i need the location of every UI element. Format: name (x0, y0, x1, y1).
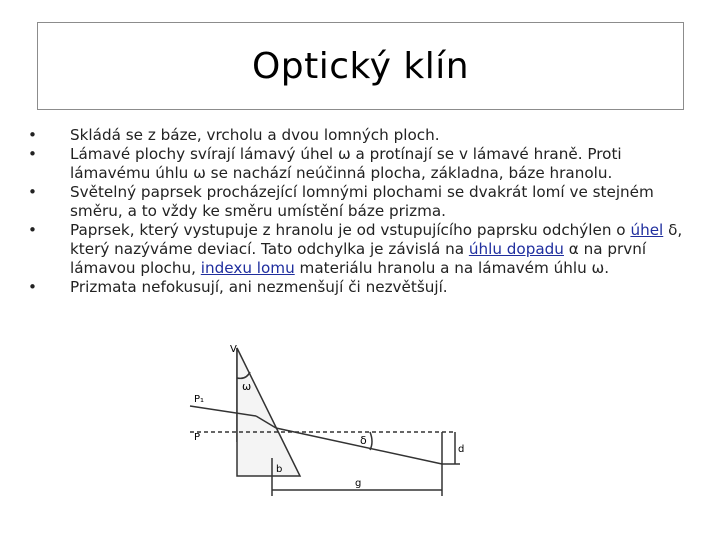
label-d: d (458, 444, 465, 455)
bullet-list (28, 126, 698, 297)
label-g: g (355, 478, 362, 489)
outgoing-ray (276, 428, 442, 464)
bullet-text: Skládá se z báze, vrcholu a dvou lomných ploch. (70, 126, 440, 144)
bullet-text-part: Paprsek, který vystupuje z hranolu je od vstupujícího paprsku odchýlen o (70, 221, 631, 239)
label-v: V (230, 344, 237, 355)
bullet-text: Světelný paprsek procházející lomnými plochami se dvakrát lomí ve stejném směru, a to vždy ke směru umístění báze prizma. (70, 183, 654, 220)
bullet-text-part: materiálu hranolu a na lámavém úhlu ω. (294, 259, 610, 277)
link-uhlu-dopadu[interactable]: úhlu dopadu (468, 240, 564, 258)
bullet-dot: • (28, 221, 37, 239)
prism-diagram (180, 338, 480, 518)
prism-triangle (237, 348, 300, 476)
label-b: b (276, 464, 283, 475)
delta-arc (370, 432, 372, 450)
bullet-text: Prizmata nefokusují, ani nezmenšují či nezvětšují. (70, 278, 448, 296)
bullet-item (28, 126, 698, 145)
bullet-dot: • (28, 183, 37, 201)
bullet-dot: • (28, 145, 37, 163)
link-uhel[interactable]: úhel (630, 221, 664, 239)
bullet-dot: • (28, 278, 37, 296)
label-delta: δ (360, 434, 367, 447)
bullet-item (28, 278, 698, 297)
bullet-item (28, 183, 698, 221)
bullet-item (28, 145, 698, 183)
label-omega: ω (242, 380, 252, 393)
bullet-text-part: α na první lámavou plochu, (70, 240, 647, 277)
label-p1: P₁ (194, 394, 205, 405)
title-box (37, 22, 684, 110)
label-p: P (194, 432, 201, 443)
bullet-item (28, 221, 698, 278)
bullet-dot: • (28, 126, 37, 144)
slide-title: Optický klín (251, 45, 470, 87)
link-indexu-lomu[interactable]: indexu lomu (200, 259, 295, 277)
bullet-text-part: δ, který nazýváme deviací. Tato odchylka je závislá na (70, 221, 683, 258)
bullet-text: Lámavé plochy svírají lámavý úhel ω a protínají se v lámavé hraně. Proti lámavému úhlu ω se nachází neúčinná plocha, základna, báze hranolu. (70, 145, 622, 182)
